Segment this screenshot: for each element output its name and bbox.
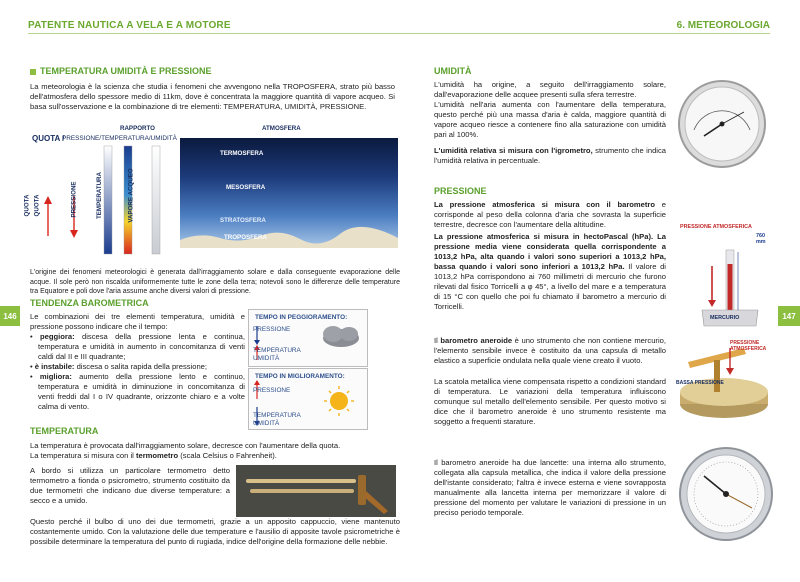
psicrometro-paragraph: A bordo si utilizza un particolare termometro detto termometro a fionda o psicrometro, strumento costituito da due termometri che indicano due diverse temperature: a secco e a umido. [30, 466, 230, 505]
layer-termosfera: TERMOSFERA [220, 150, 264, 157]
book-title: PATENTE NAUTICA A VELA E A MOTORE [28, 20, 231, 31]
aneroid-capsule-image [674, 336, 774, 426]
box-improving-umidita: UMIDITÀ [253, 420, 280, 427]
section-title-temperatura: TEMPERATURA [30, 426, 99, 436]
diagram-caption: L'origine dei fenomeni meteorologici è generata dall'irraggiamento solare e dalla conseguente evaporazione delle acque. Il sole però non riscalda uniformemente tutte le zone della terra; notevoli sono le differenze delle temperature tra Equatore e poli dove l'aria assume anche diversi valori di pressione. [30, 269, 400, 295]
psychrometer-icon [236, 465, 396, 517]
page-number-right: 147 [778, 306, 800, 326]
aneroide-paragraph: Il barometro aneroide è uno strumento che non contiene mercurio, l'elemento sensibile invece è costituito da una capsula di metallo elastico a superficie ondulata nella quale viene creato il vuoto. [434, 336, 666, 365]
layer-stratosfera: STRATOSFERA [220, 217, 266, 224]
vert-label-pressione: PRESSIONE [70, 181, 78, 218]
box-worsening-title: TEMPO IN PEGGIORAMENTO: [255, 314, 348, 321]
mercury-barometer-image [676, 214, 776, 332]
chapter-title: 6. METEOROLOGIA [676, 20, 770, 31]
page-number-left: 146 [0, 306, 20, 326]
aneroid-barometer-icon [678, 446, 774, 542]
bullet-migliora: • migliora: aumento della pressione lento e continuo, temperatura e umidità in diminuzione in concomitanza di venti freddi dal I o IV quadrante, orizzonte chiaro e a volte calma di vento. [30, 372, 245, 411]
diagram-rapporto-label: RAPPORTO [120, 125, 155, 132]
section-title-pressione: PRESSIONE [434, 186, 487, 196]
merc-label-pressione: PRESSIONE ATMOSFERICA [680, 224, 752, 230]
compensazione-paragraph: La scatola metallica viene compensata rispetto a condizioni standard di temperatura. Le variazioni della temperatura influiscono comunque sul metallo dell'elemento sensibile. Per questo motivo si dice che il barometro aneroide è uno strumento resistente ma soggetto a frequenti starature. [434, 377, 666, 426]
aner-label-bassa: BASSA PRESSIONE [676, 380, 724, 386]
box-improving-temperatura: TEMPERATURA [253, 412, 301, 419]
bullet-instabile: • è instabile: discesa o salita rapida della pressione; [30, 362, 207, 371]
tendenza-intro: Le combinazioni dei tre elementi temperatura, umidità e pressione possono indicare che il tempo: [30, 312, 245, 331]
temperatura-line1: La temperatura è provocata dall'irraggiamento solare, decresce con l'aumentare della quota. [30, 441, 341, 450]
section-title-temp-umid-press: TEMPERATURA UMIDITÀ E PRESSIONE [30, 66, 212, 76]
diagram-quota-sub: PRESSIONE/TEMPERATURA/UMIDITÀ [62, 135, 177, 142]
box-worsening-temperatura: TEMPERATURA [253, 347, 301, 354]
diagram-quota-label: QUOTA / [32, 134, 65, 143]
hygrometer-image [674, 78, 772, 170]
rugiada-paragraph: Questo perché il bulbo di uno dei due termometri, grazie a un apposito cappuccio, viene mantenuto costantemente umido. Con la valutazione delle due temperature e l'ausilio di apposite tavole psicrometriche è possibile determinare la temperatura del punto di rugiada, indice dell'origine della formazione delle nebbie. [30, 517, 400, 546]
box-worsening-umidita: UMIDITÀ [253, 355, 280, 362]
box-improving-weather [248, 368, 368, 430]
diagram-atmosfera-label: ATMOSFERA [262, 125, 301, 132]
atmosphere-diagram [23, 124, 400, 264]
vert-label-temperatura: TEMPERATURA [95, 172, 103, 219]
bullet-peggiora: • peggiora: discesa della pressione lenta e continua, temperatura e umidità in aumento in concomitanza di venti caldi dal II e III quadrante; [30, 332, 245, 361]
intro-paragraph: La meteorologia è la scienza che studia i fenomeni che avvengono nella TROPOSFERA, strato più basso dell'atmosfera dello spessore medio di 11km, dove è concentrata la maggiore quantità di vapore acqueo. Si basa sull'osservazione e la combinazione di tre elementi: TEMPERATURA, UMIDITÀ, PRESSIONE. [30, 82, 395, 111]
merc-label-760: 760 mm [756, 233, 766, 245]
section-title-umidita: UMIDITÀ [434, 66, 472, 76]
bullet-square-icon [30, 69, 36, 75]
box-worsening-weather [248, 309, 368, 367]
lancette-paragraph: Il barometro aneroide ha due lancette: una interna allo strumento, collegata alla capsula metallica, che indica il valore della pressione dell'istante considerato; l'altra è invece esterna e viene sovrapposta manualmente alla lancetta interna per memorizzare il valore di pressione del momento per valutare le variazioni di pressione in un preciso periodo temporale. [434, 458, 666, 517]
igrometro-paragraph: L'umidità relativa si misura con l'igrometro, strumento che indica l'umidità relativa in percentuale. [434, 146, 666, 165]
layer-mesosfera: MESOSFERA [226, 184, 266, 191]
box-improving-pressione: PRESSIONE [253, 387, 291, 394]
header-rule [28, 33, 770, 34]
box-worsening-pressione: PRESSIONE [253, 326, 291, 333]
tendenza-paragraph [30, 312, 245, 412]
aner-label-pressione: PRESSIONE ATMOSFERICA [730, 340, 767, 352]
vert-label-quota-1: QUOTA [23, 194, 31, 217]
section-title-tendenza: TENDENZA BAROMETRICA [30, 298, 149, 308]
aneroid-barometer-image [678, 446, 774, 542]
atmosphere-diagram-svg [30, 124, 400, 264]
temperatura-paragraph: La temperatura è provocata dall'irraggiamento solare, decresce con l'aumentare della quota. La temperatura si misura con il termometro (scala Celsius o Fahrenheit). [30, 441, 341, 460]
umidita-paragraph: L'umidità ha origine, a seguito dell'irraggiamento solare, dall'evaporazione delle acquee presenti sulla sfera terrestre. L'umidità nell'aria aumenta con l'aumentare della temperatura, questo perché più una massa d'aria è calda, maggiore quantità di vapore acqueo riesce a contenere fino alla saturazione con umidità pari al 100%. [434, 80, 666, 139]
vert-label-vapore: VAPORE ACQUEO [127, 168, 135, 223]
page-header [0, 0, 800, 34]
layer-troposfera: TROPOSFERA [224, 234, 267, 241]
box-improving-title: TEMPO IN MIGLIORAMENTO: [255, 373, 345, 380]
merc-label-mercurio: MERCURIO [710, 315, 740, 321]
psychrometer-photo [236, 465, 396, 517]
barometro-paragraph: La pressione atmosferica si misura con il barometro e corrisponde al peso della colonna d'aria che sovrasta la superficie terrestre, decresce con l'aumentare della altitudine. [434, 200, 666, 229]
hpa-paragraph: La pressione atmosferica si misura in hectoPascal (hPa). La pressione media viene considerata quella corrispondente a 1013,2 hPa, alta quando i valori sono superiori a 1013,2 hPa, bassa quando i valori sono inferiori a 1013,2 hPa. Il valore di 1013,2 hPa corrispondono ai 760 millimetri di mercurio che furono rilevati dal fisico Torricelli a φ 45°, a livello del mare e a temperatura di 15 °C con quello che poi fu chiamato il barometro a mercurio di Torricelli. [434, 232, 666, 311]
vert-label-quota-2: QUOTA [33, 194, 41, 217]
hygrometer-icon [674, 78, 772, 170]
